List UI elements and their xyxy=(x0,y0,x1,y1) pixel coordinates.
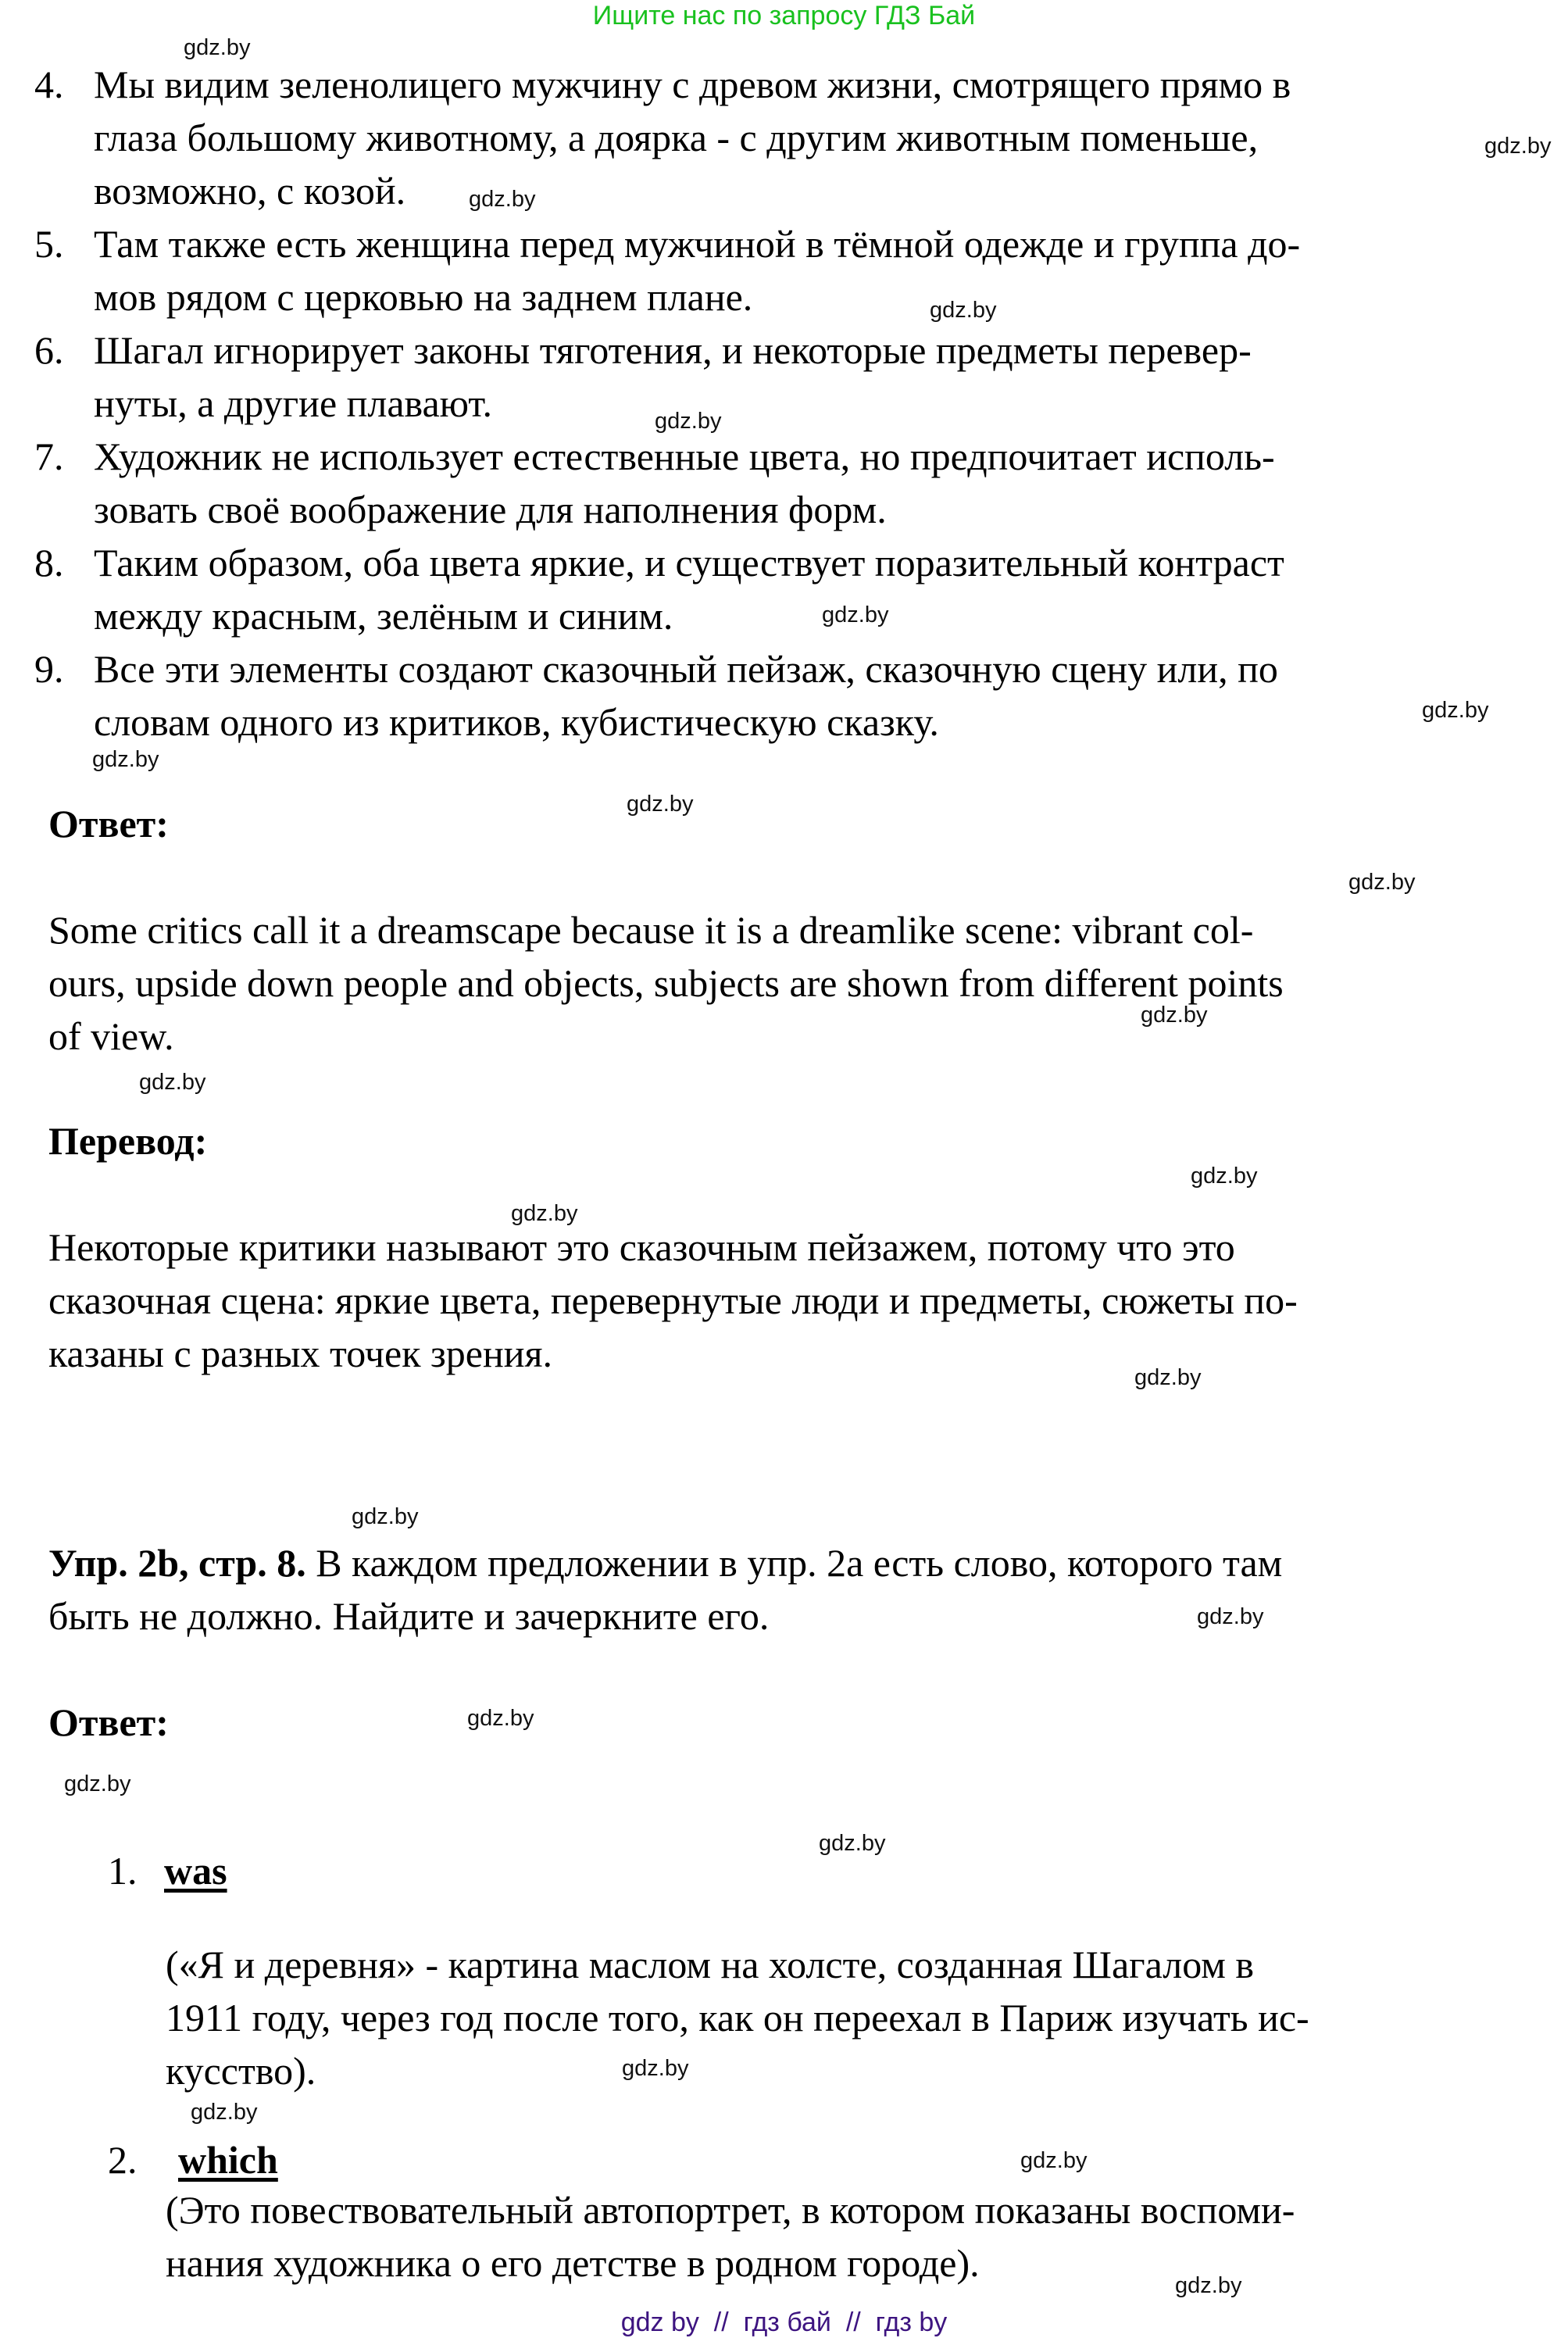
list-item-number: 5. xyxy=(34,222,64,266)
footer-links: gdz by // гдз бай // гдз by xyxy=(620,2308,948,2337)
exercise-text: В каждом предложении в упр. 2а есть слово, которого там xyxy=(305,1541,1283,1585)
watermark: gdz.by xyxy=(92,747,159,772)
exercise-label: Упр. 2b, стр. 8. xyxy=(48,1541,306,1585)
watermark: gdz.by xyxy=(1175,2273,1242,2298)
answer-heading: Ответ: xyxy=(48,802,169,845)
list-item-line: возможно, с козой. xyxy=(94,169,406,213)
answer-word: which xyxy=(178,2138,278,2182)
list-item-line: Там также есть женщина перед мужчиной в тёмной одежде и группа до- xyxy=(94,222,1301,266)
exercise-prompt xyxy=(48,1536,1282,1589)
watermark: gdz.by xyxy=(822,602,889,627)
answer-word: was xyxy=(164,1849,227,1893)
translation-line: Некоторые критики называют это сказочным пейзажем, потому что это xyxy=(48,1225,1235,1269)
list-item-line: Все эти элементы создают сказочный пейзаж, сказочную сцену или, по xyxy=(94,647,1278,691)
watermark: gdz.by xyxy=(1134,1365,1202,1390)
list-item-line: Мы видим зеленолицего мужчину с древом жизни, смотрящего прямо в xyxy=(94,63,1291,106)
list-item-line: Художник не использует естественные цвета, но предпочитает исполь- xyxy=(94,434,1275,478)
list-item-line: мов рядом с церковью на заднем плане. xyxy=(94,275,753,319)
list-item-number: 9. xyxy=(34,647,64,691)
watermark: gdz.by xyxy=(655,409,722,434)
watermark: gdz.by xyxy=(627,792,694,817)
watermark: gdz.by xyxy=(139,1070,206,1095)
list-item-line: Шагал игнорирует законы тяготения, и некоторые предметы перевер- xyxy=(94,328,1252,372)
list-item-line: глаза большому животному, а доярка - с другим животным поменьше, xyxy=(94,116,1259,159)
watermark: gdz.by xyxy=(930,298,997,323)
translation-heading: Перевод: xyxy=(48,1119,208,1163)
answer-explanation-line: («Я и деревня» - картина маслом на холсте, созданная Шагалом в xyxy=(166,1943,1255,1986)
answer-explanation-line: 1911 году, через год после того, как он переехал в Париж изучать ис- xyxy=(166,1996,1309,2039)
list-item-number: 7. xyxy=(34,434,64,478)
search-banner: Ищите нас по запросу ГДЗ Бай xyxy=(592,1,976,30)
watermark: gdz.by xyxy=(1020,2148,1088,2173)
answer-line: ours, upside down people and objects, subjects are shown from different points xyxy=(48,961,1284,1005)
watermark: gdz.by xyxy=(511,1201,578,1226)
answer-explanation-line: (Это повествовательный автопортрет, в котором показаны воспоми- xyxy=(166,2188,1295,2232)
list-item-line: Таким образом, оба цвета яркие, и существует поразительный контраст xyxy=(94,541,1284,584)
list-item-line: словам одного из критиков, кубистическую сказку. xyxy=(94,700,939,744)
watermark: gdz.by xyxy=(467,1706,534,1731)
list-item-number: 8. xyxy=(34,541,64,584)
answer-line: of view. xyxy=(48,1014,174,1058)
exercise-prompt-line: быть не должно. Найдите и зачеркните его. xyxy=(48,1594,770,1638)
watermark: gdz.by xyxy=(469,187,536,212)
watermark: gdz.by xyxy=(1191,1164,1258,1189)
answer-item-number: 1. xyxy=(108,1849,138,1893)
watermark: gdz.by xyxy=(191,2100,258,2125)
list-item-line: между красным, зелёным и синим. xyxy=(94,594,673,638)
watermark: gdz.by xyxy=(1197,1604,1264,1629)
watermark: gdz.by xyxy=(184,35,251,60)
watermark: gdz.by xyxy=(352,1504,419,1529)
watermark: gdz.by xyxy=(64,1771,131,1796)
watermark: gdz.by xyxy=(1141,1003,1208,1028)
translation-line: сказочная сцена: яркие цвета, перевернутые люди и предметы, сюжеты по- xyxy=(48,1278,1298,1322)
watermark: gdz.by xyxy=(1484,134,1552,159)
answer-item-number: 2. xyxy=(108,2138,138,2182)
translation-line: казаны с разных точек зрения. xyxy=(48,1332,552,1375)
answer-explanation-line: кусство). xyxy=(166,2049,316,2093)
watermark: gdz.by xyxy=(819,1831,886,1856)
list-item-line: зовать своё воображение для наполнения форм. xyxy=(94,488,887,531)
list-item-line: нуты, а другие плавают. xyxy=(94,381,492,425)
watermark: gdz.by xyxy=(1422,698,1489,723)
watermark: gdz.by xyxy=(622,2056,689,2081)
answer-line: Some critics call it a dreamscape because it is a dreamlike scene: vibrant col- xyxy=(48,908,1254,952)
list-item-number: 4. xyxy=(34,63,64,106)
answer-heading: Ответ: xyxy=(48,1700,169,1744)
answer-explanation-line: нания художника о его детстве в родном городе). xyxy=(166,2241,980,2285)
list-item-number: 6. xyxy=(34,328,64,372)
watermark: gdz.by xyxy=(1348,870,1416,895)
